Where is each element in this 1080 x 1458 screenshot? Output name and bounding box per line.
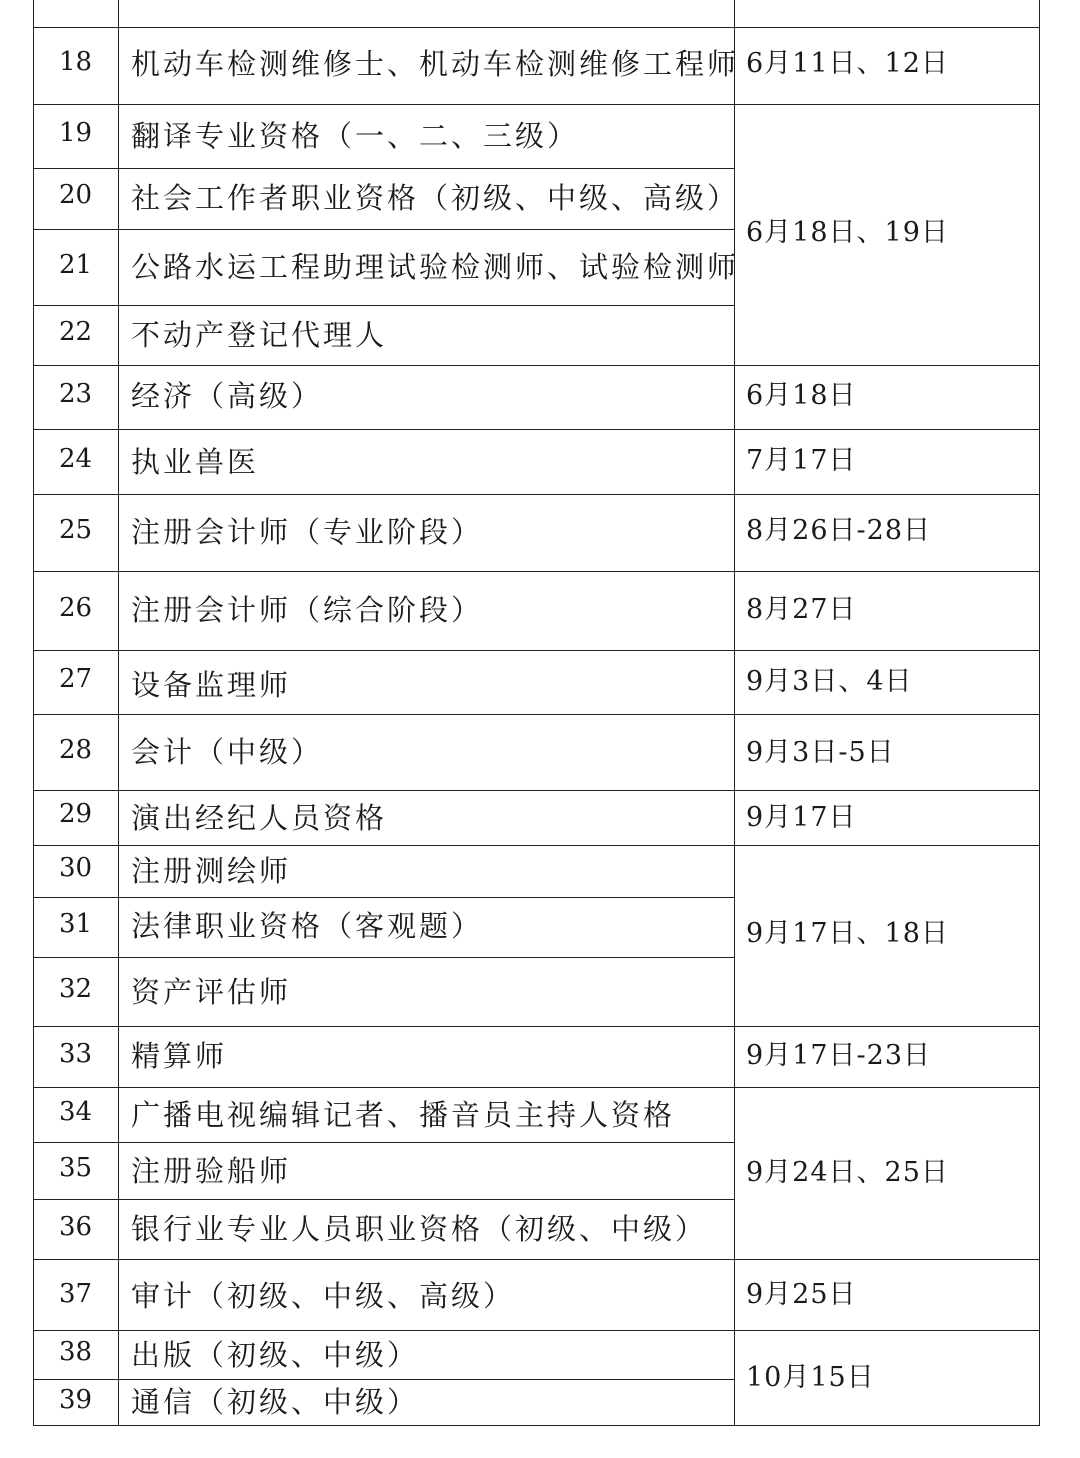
row-number: 29 [58, 799, 93, 829]
row-divider [33, 168, 734, 169]
exam-name: 注册会计师（综合阶段） [131, 593, 484, 627]
exam-date: 7月17日 [746, 445, 857, 476]
row-divider [33, 1087, 1040, 1088]
row-number: 26 [58, 593, 93, 623]
exam-name: 翻译专业资格（一、二、三级） [131, 119, 580, 153]
row-number: 23 [58, 379, 93, 409]
row-number: 37 [58, 1279, 93, 1309]
row-number: 20 [58, 180, 93, 210]
exam-name: 注册测绘师 [131, 854, 292, 888]
row-number: 27 [58, 664, 93, 694]
row-divider [33, 1199, 734, 1200]
exam-date: 9月25日 [746, 1279, 857, 1310]
row-number: 30 [58, 853, 93, 883]
exam-name: 通信（初级、中级） [131, 1385, 420, 1419]
exam-date: 9月17日-23日 [746, 1040, 932, 1071]
row-divider [33, 1259, 1040, 1260]
row-number: 33 [58, 1039, 93, 1069]
row-number: 28 [58, 735, 93, 765]
row-number: 21 [58, 250, 93, 280]
exam-date: 6月18日、19日 [746, 217, 949, 248]
exam-date: 8月27日 [746, 594, 857, 625]
exam-name: 不动产登记代理人 [131, 318, 388, 352]
row-number: 36 [58, 1212, 93, 1242]
row-number: 39 [58, 1385, 93, 1415]
row-divider [33, 494, 1040, 495]
exam-name: 注册会计师（专业阶段） [131, 515, 484, 549]
row-number: 34 [58, 1097, 93, 1127]
exam-name: 注册验船师 [131, 1154, 292, 1188]
exam-name: 资产评估师 [131, 975, 292, 1009]
exam-date: 9月24日、25日 [746, 1157, 949, 1188]
row-divider [33, 571, 1040, 572]
exam-name: 演出经纪人员资格 [131, 801, 388, 835]
exam-date: 6月18日 [746, 380, 857, 411]
row-number: 22 [58, 317, 93, 347]
row-divider [33, 790, 1040, 791]
exam-name: 执业兽医 [131, 445, 260, 479]
exam-name: 精算师 [131, 1039, 228, 1073]
exam-name: 公路水运工程助理试验检测师、试验检测师 [131, 250, 740, 284]
row-divider [33, 1379, 734, 1380]
row-number: 35 [58, 1153, 93, 1183]
row-divider [33, 229, 734, 230]
row-divider [33, 1330, 1040, 1331]
exam-name: 法律职业资格（客观题） [131, 909, 484, 943]
row-divider [33, 957, 734, 958]
exam-name: 机动车检测维修士、机动车检测维修工程师 [131, 47, 740, 81]
row-number: 32 [58, 974, 93, 1004]
row-divider [33, 897, 734, 898]
exam-name: 社会工作者职业资格（初级、中级、高级） [131, 181, 740, 215]
exam-name: 经济（高级） [131, 379, 324, 413]
exam-date: 10月15日 [746, 1362, 875, 1393]
exam-name: 银行业专业人员职业资格（初级、中级） [131, 1212, 708, 1246]
exam-date: 9月3日、4日 [746, 666, 913, 697]
column-divider [118, 0, 119, 1425]
row-divider [33, 365, 1040, 366]
row-number: 24 [58, 444, 93, 474]
exam-date: 6月11日、12日 [746, 48, 949, 79]
exam-date: 9月17日、18日 [746, 918, 949, 949]
row-number: 31 [58, 909, 93, 939]
row-divider [33, 714, 1040, 715]
exam-date: 8月26日-28日 [746, 515, 932, 546]
row-divider [33, 104, 1040, 105]
exam-name: 审计（初级、中级、高级） [131, 1279, 516, 1313]
row-number: 25 [58, 515, 93, 545]
row-divider [33, 650, 1040, 651]
row-number: 19 [58, 118, 93, 148]
row-divider [33, 27, 1040, 28]
row-number: 38 [58, 1337, 93, 1367]
row-divider [33, 845, 1040, 846]
row-divider [33, 429, 1040, 430]
table-border-right [1039, 0, 1040, 1426]
exam-name: 会计（中级） [131, 735, 324, 769]
row-divider [33, 305, 734, 306]
row-number: 18 [58, 47, 93, 77]
row-divider [33, 1142, 734, 1143]
exam-name: 广播电视编辑记者、播音员主持人资格 [131, 1098, 676, 1132]
exam-date: 9月3日-5日 [746, 737, 895, 768]
exam-name: 设备监理师 [131, 668, 292, 702]
table-border-bottom [33, 1425, 1040, 1426]
exam-name: 出版（初级、中级） [131, 1338, 420, 1372]
row-divider [33, 1026, 1040, 1027]
exam-date: 9月17日 [746, 802, 857, 833]
